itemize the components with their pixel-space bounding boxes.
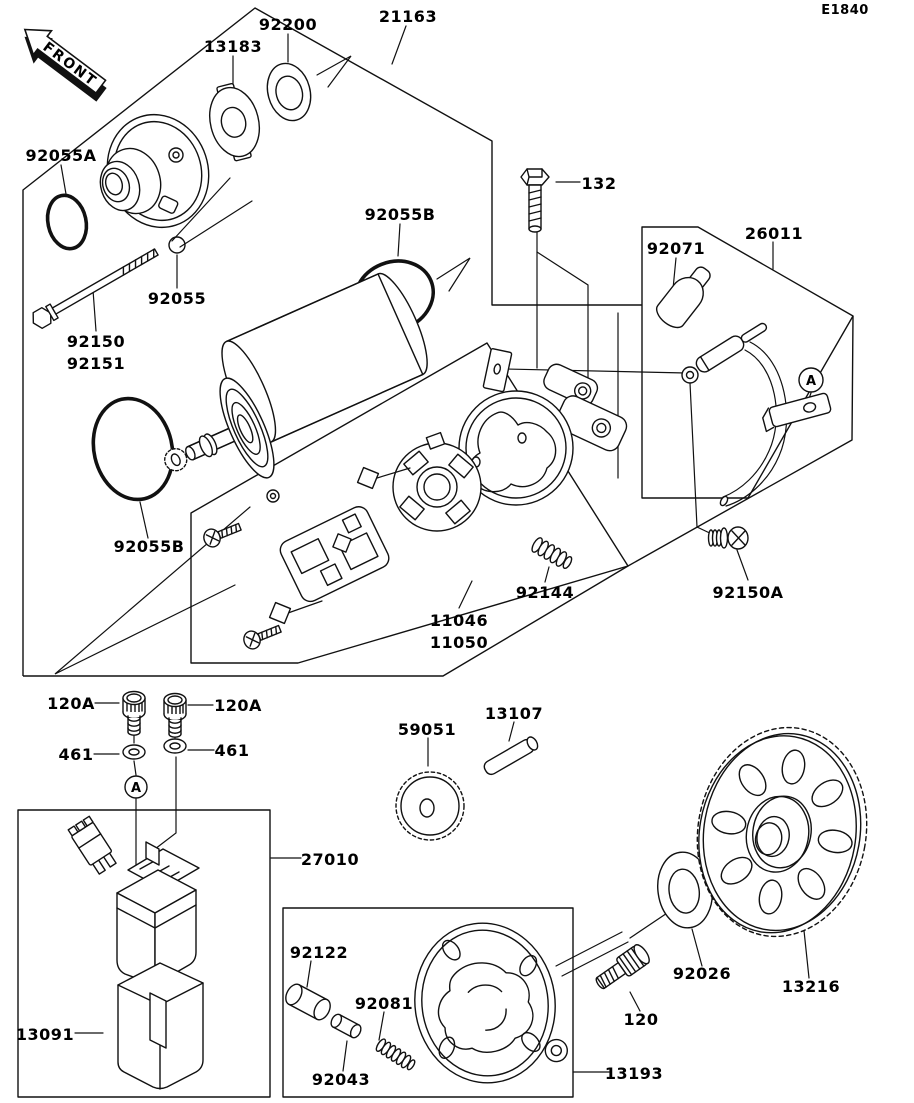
label-461-right: 461 — [214, 741, 250, 760]
holder-plate-13183 — [202, 79, 267, 164]
label-26011: 26011 — [744, 224, 804, 243]
shim-92200 — [261, 59, 317, 126]
label-13183: 13183 — [203, 37, 263, 56]
label-13091: 13091 — [15, 1025, 75, 1044]
chevron-icon — [317, 56, 351, 87]
gear-bolt-120 — [592, 942, 652, 993]
idle-gear-59051 — [396, 772, 464, 840]
label-92144: 92144 — [515, 583, 575, 602]
label-461-left: 461 — [58, 745, 94, 764]
label-92026: 92026 — [672, 964, 732, 983]
label-132: 132 — [581, 174, 617, 193]
label-59051: 59051 — [397, 720, 457, 739]
label-13193: 13193 — [604, 1064, 664, 1083]
label-120A-left: 120A — [47, 694, 95, 713]
socket-bolt-120a-right — [164, 694, 186, 738]
detail-a-letter: A — [805, 374, 817, 389]
detail-a-letter-bottom: A — [130, 781, 142, 796]
washer-461-left — [123, 745, 145, 759]
pin-92043 — [329, 1013, 363, 1040]
label-11050: 11050 — [429, 633, 489, 652]
chevron-icon — [437, 258, 470, 291]
brush-holder — [277, 503, 392, 604]
pin-13107 — [482, 735, 540, 776]
label-92055A: 92055A — [25, 146, 97, 165]
label-11046: 11046 — [429, 611, 489, 630]
clamp-bracket — [761, 393, 832, 432]
front-arrow — [12, 18, 114, 107]
label-92150A: 92150A — [712, 583, 784, 602]
fuse — [67, 816, 118, 875]
label-13107: 13107 — [484, 704, 544, 723]
clutch-housing-13193 — [405, 913, 571, 1092]
oring-92055b-bottom — [84, 391, 183, 508]
rubber-cover-13091 — [118, 963, 203, 1089]
cable-eyelet — [682, 367, 698, 383]
label-92151: 92151 — [66, 354, 126, 373]
starter-relay-27010 — [67, 816, 199, 982]
label-92055B-bottom: 92055B — [113, 537, 185, 556]
oring-92055a — [43, 192, 91, 253]
cable-bracket-assy-26011 — [652, 260, 832, 549]
front-label: FRONT — [39, 39, 100, 91]
label-27010: 27010 — [300, 850, 360, 869]
label-92150: 92150 — [66, 332, 126, 351]
label-21163: 21163 — [378, 7, 438, 26]
label-13216: 13216 — [781, 977, 841, 996]
label-92071: 92071 — [646, 239, 706, 258]
diagram-code: E1840 — [821, 3, 869, 18]
brush-spring-92144 — [530, 536, 574, 571]
label-92200: 92200 — [258, 15, 318, 34]
rubber-cap-92071 — [652, 260, 718, 332]
ring-gear-13216 — [681, 714, 883, 950]
label-92043: 92043 — [311, 1070, 371, 1089]
end-cover — [459, 348, 630, 505]
label-92122: 92122 — [289, 943, 349, 962]
friction-spring-92081 — [375, 1038, 417, 1072]
mount-bolt-132 — [521, 169, 549, 232]
label-120: 120 — [623, 1010, 659, 1029]
label-92081: 92081 — [354, 994, 414, 1013]
label-120A-right: 120A — [214, 696, 262, 715]
bushing-92122 — [283, 981, 334, 1022]
label-92055: 92055 — [147, 289, 207, 308]
washer-461-right — [164, 739, 186, 753]
socket-bolt-120a-left — [123, 692, 145, 736]
terminal-bolt-92150a — [709, 527, 749, 549]
front-cover — [93, 101, 223, 240]
cable-sleeve — [694, 319, 770, 375]
label-92055B-top: 92055B — [364, 205, 436, 224]
